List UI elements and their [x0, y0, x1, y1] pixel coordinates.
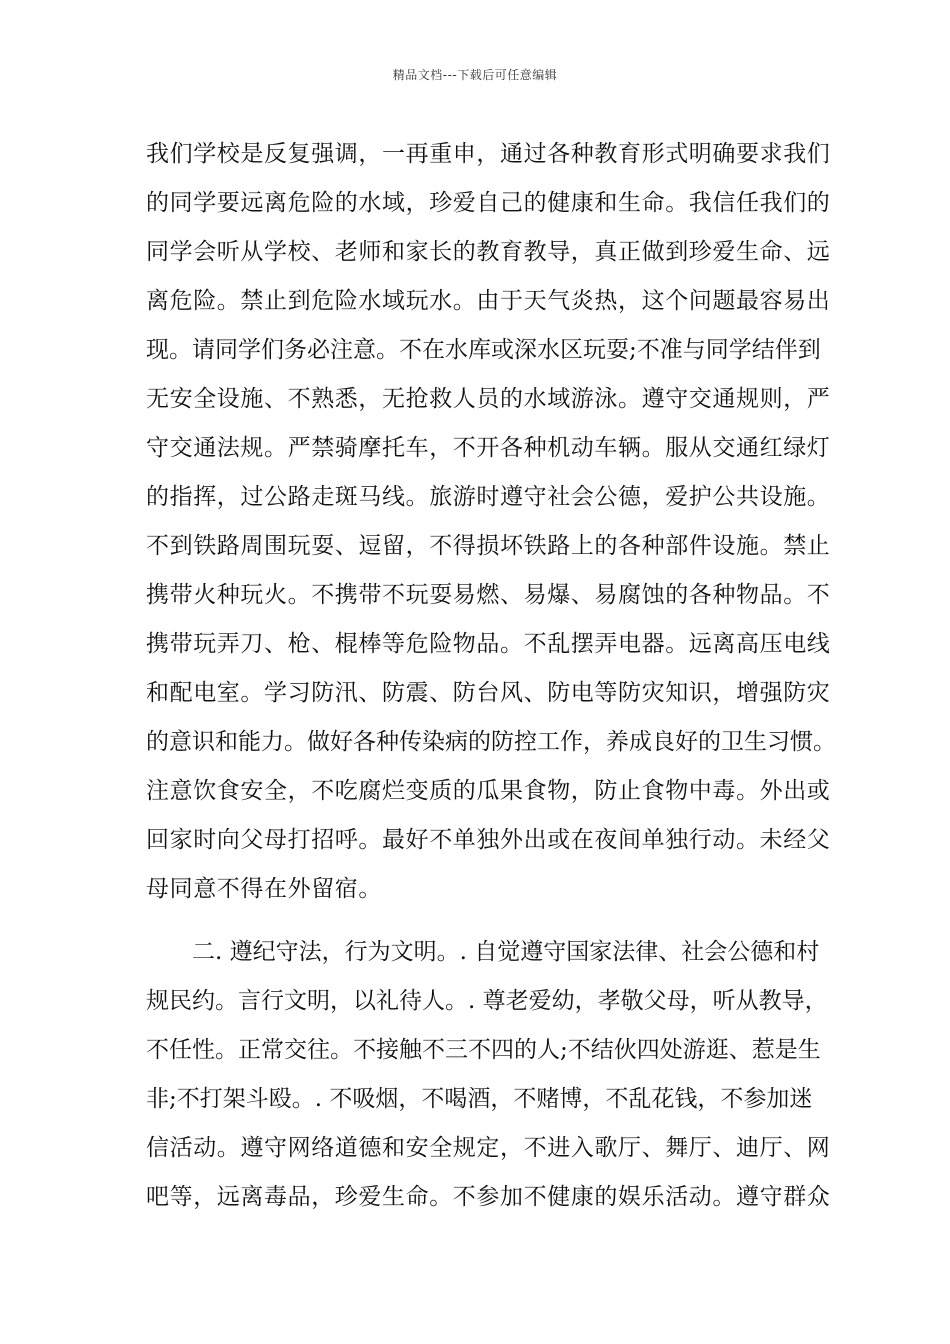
- text-line: 和配电室。学习防汛、防震、防台风、防电等防灾知识，增强防灾: [146, 680, 831, 706]
- text-line: 携带火种玩火。不携带不玩耍易燃、易爆、易腐蚀的各种物品。不: [146, 582, 831, 608]
- text-line: 我们学校是反复强调，一再重申，通过各种教育形式明确要求我们: [146, 141, 831, 167]
- text-line: 吧等，远离毒品，珍爱生命。不参加不健康的娱乐活动。遵守群众: [146, 1184, 831, 1210]
- text-line: 的指挥，过公路走斑马线。旅游时遵守社会公德，爱护公共设施。: [146, 484, 831, 510]
- page-header: 精品文档---下载后可任意编辑: [392, 68, 558, 82]
- text-line: 注意饮食安全，不吃腐烂变质的瓜果食物，防止食物中毒。外出或: [146, 778, 831, 804]
- paragraph-1: [146, 130, 846, 914]
- text-line: 现。请同学们务必注意。不在水库或深水区玩耍;不准与同学结伴到: [146, 337, 821, 363]
- text-line: 不到铁路周围玩耍、逗留，不得损坏铁路上的各种部件设施。禁止: [146, 533, 831, 559]
- text-line: 规民约。言行文明，以礼待人。. 尊老爱幼，孝敬父母，听从教导，: [146, 988, 828, 1014]
- text-line: 二. 遵纪守法，行为文明。. 自觉遵守国家法律、社会公德和村: [192, 939, 820, 965]
- document-body: [146, 130, 846, 1222]
- text-line: 守交通法规。严禁骑摩托车，不开各种机动车辆。服从交通红绿灯: [146, 435, 831, 461]
- text-line: 信活动。遵守网络道德和安全规定，不进入歌厅、舞厅、迪厅、网: [146, 1135, 831, 1161]
- text-line: 无安全设施、不熟悉，无抢救人员的水域游泳。遵守交通规则，严: [146, 386, 831, 412]
- text-line: 同学会听从学校、老师和家长的教育教导，真正做到珍爱生命、远: [146, 239, 831, 265]
- text-line: 非;不打架斗殴。. 不吸烟，不喝酒，不赌博，不乱花钱，不参加迷: [146, 1086, 813, 1112]
- text-line: 的意识和能力。做好各种传染病的防控工作，养成良好的卫生习惯。: [146, 729, 836, 755]
- text-line: 的同学要远离危险的水域，珍爱自己的健康和生命。我信任我们的: [146, 190, 831, 216]
- paragraph-2: [146, 928, 846, 1222]
- paragraph-gap: [146, 914, 846, 928]
- text-line: 不任性。正常交往。不接触不三不四的人;不结伙四处游逛、惹是生: [146, 1037, 821, 1063]
- text-line: 离危险。禁止到危险水域玩水。由于天气炎热，这个问题最容易出: [146, 288, 831, 314]
- text-line: 携带玩弄刀、枪、棍棒等危险物品。不乱摆弄电器。远离高压电线: [146, 631, 831, 657]
- text-line: 母同意不得在外留宿。: [146, 876, 382, 902]
- text-line: 回家时向父母打招呼。最好不单独外出或在夜间单独行动。未经父: [146, 827, 831, 853]
